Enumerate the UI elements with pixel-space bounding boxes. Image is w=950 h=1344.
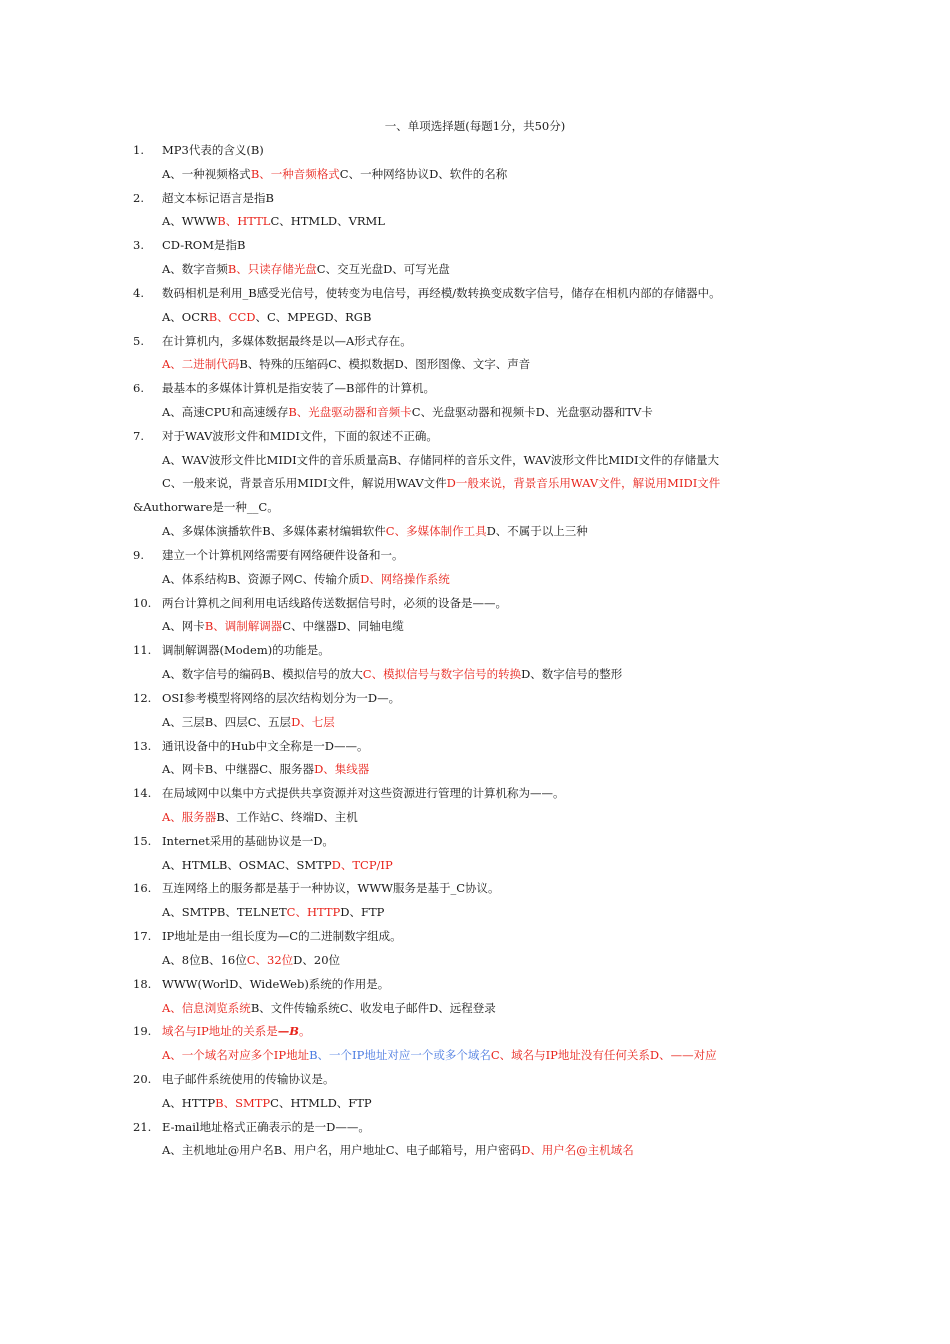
question-number: 12.	[133, 690, 152, 705]
option-line	[0, 214, 950, 236]
text-segment: A、HTMLB、OSMAC、SMTP	[162, 857, 332, 872]
question-text	[162, 596, 507, 610]
question-number: 5.	[133, 333, 144, 348]
highlighted-text: B、SMTP	[215, 1095, 271, 1110]
option-line	[0, 500, 950, 522]
text-segment: 数码相机是利用_B感受光信号，使转变为电信号，再经模/数转换变成数字信号，储存在相机内部的存储器中。	[162, 285, 721, 300]
question-line	[0, 286, 950, 308]
answer-options	[162, 476, 720, 490]
question-number: 17.	[133, 929, 152, 944]
question-number: 6.	[133, 381, 144, 396]
text-segment: A、数字信号的编码B、模拟信号的放大	[162, 667, 363, 682]
highlighted-text: B、HTTL	[217, 214, 271, 229]
option-line	[0, 167, 950, 189]
text-segment: A、SMTPB、TELNET	[162, 905, 287, 920]
question-line	[0, 643, 950, 665]
option-line	[0, 310, 950, 332]
question-text	[162, 334, 412, 348]
section-title: 一、单项选择题(每题1分，共50分)	[384, 119, 566, 133]
option-line	[0, 1001, 950, 1023]
text-segment: A、体系结构B、资源子网C、传输介质	[162, 571, 361, 586]
highlighted-text: B、只读存储光盘	[227, 262, 317, 277]
text-segment: E-mail地址格式正确表示的是一D——。	[162, 1119, 370, 1134]
text-segment: A、多媒体演播软件B、多媒体素材编辑软件	[162, 524, 386, 539]
text-segment: Internet采用的基础协议是一D。	[162, 833, 334, 848]
question-line	[0, 1120, 950, 1142]
text-segment: B、文件传输系统C、收发电子邮件D、远程登录	[250, 1000, 496, 1015]
highlighted-text: A、一个域名对应多个IP地址	[162, 1048, 310, 1063]
option-line	[0, 953, 950, 975]
option-line	[0, 619, 950, 641]
highlighted-text: B、调制解调器	[204, 619, 283, 634]
answer-options	[162, 810, 358, 824]
text-segment: C、一种网络协议D、软件的名称	[339, 166, 508, 181]
question-text	[162, 977, 389, 991]
text-segment: C、HTMLD、FTP	[270, 1095, 372, 1110]
highlighted-text: B、光盘驱动器和音频卡	[288, 405, 412, 420]
question-text	[162, 1024, 311, 1038]
answer-options	[162, 357, 530, 371]
text-segment: A、HTTP	[162, 1095, 216, 1110]
highlighted-text: D、用户名@主机域名	[521, 1143, 634, 1158]
text-segment: B、工作站C、终端D、主机	[216, 809, 358, 824]
text-segment: D、不属于以上三种	[486, 524, 588, 539]
text-segment: 建立一个计算机网络需要有网络硬件设备和一。	[162, 547, 404, 562]
answer-options	[162, 858, 393, 872]
highlighted-text: A、二进制代码	[162, 357, 240, 372]
highlighted-text: 域名与IP地址的关系是	[162, 1024, 278, 1039]
question-text	[162, 191, 274, 205]
question-number: 20.	[133, 1071, 152, 1086]
question-line	[0, 977, 950, 999]
text-segment: A、一种视频格式	[162, 166, 251, 181]
question-text	[162, 143, 264, 157]
question-line	[0, 191, 950, 213]
option-line	[0, 667, 950, 689]
question-line	[0, 786, 950, 808]
question-line	[0, 929, 950, 951]
question-number: 15.	[133, 833, 152, 848]
text-segment: 、C、MPEGD、RGB	[255, 309, 372, 324]
answer-options	[162, 262, 450, 276]
text-segment: 两台计算机之间利用电话线路传送数据信号时，必须的设备是——。	[162, 595, 507, 610]
option-line	[0, 262, 950, 284]
answer-options	[162, 762, 369, 776]
question-line	[0, 429, 950, 451]
question-line	[0, 334, 950, 356]
text-segment: A、网卡B、中继器C、服务器	[162, 762, 315, 777]
answer-options	[162, 1048, 717, 1062]
question-text	[162, 691, 400, 705]
question-text	[162, 881, 500, 895]
question-number: 10.	[133, 595, 152, 610]
text-segment: 对于WAV波形文件和MIDI文件，下面的叙述不正确。	[162, 428, 438, 443]
highlighted-text: D、集线器	[314, 762, 370, 777]
answer-options	[162, 1096, 372, 1110]
question-number: 13.	[133, 738, 152, 753]
question-number: 21.	[133, 1119, 152, 1134]
highlighted-text: C、模拟信号与数字信号的转换	[362, 667, 522, 682]
question-text	[162, 929, 402, 943]
question-text	[162, 548, 404, 562]
question-line	[0, 381, 950, 403]
highlighted-text: D一般来说，背景音乐用WAV文件，解说用MIDI文件	[446, 476, 721, 491]
question-text	[162, 643, 330, 657]
option-line	[0, 1048, 950, 1070]
answer-options	[162, 715, 335, 729]
question-line	[0, 834, 950, 856]
text-segment: MP3代表的含义(B)	[162, 143, 264, 157]
highlighted-text: 。	[299, 1024, 311, 1039]
question-number: 4.	[133, 285, 144, 300]
question-line	[0, 1024, 950, 1046]
question-line	[0, 238, 950, 260]
text-segment: D、20位	[293, 952, 341, 967]
highlighted-text: —B	[277, 1024, 300, 1039]
question-number: 9.	[133, 547, 144, 562]
option-line	[0, 357, 950, 379]
highlighted-text: D、七层	[291, 714, 335, 729]
highlighted-text: B、一种音频格式	[250, 166, 340, 181]
text-segment: A、WWW	[162, 214, 218, 229]
option-line	[0, 405, 950, 427]
text-segment: D、FTP	[340, 905, 385, 920]
text-segment: 在局域网中以集中方式提供共享资源并对这些资源进行管理的计算机称为——。	[162, 786, 565, 801]
question-line	[0, 548, 950, 570]
question-number: 18.	[133, 976, 152, 991]
text-segment: 调制解调器(Modem)的功能是。	[162, 643, 330, 658]
text-segment: C、交互光盘D、可写光盘	[316, 262, 450, 277]
highlighted-text: C、多媒体制作工具	[385, 524, 487, 539]
text-segment: 互连网络上的服务都是基于一种协议，WWW服务是基于_C协议。	[162, 881, 500, 896]
text-segment: B、特殊的压缩码C、模拟数据D、图形图像、文字、声音	[239, 357, 531, 372]
option-line	[0, 524, 950, 546]
question-number: 11.	[133, 643, 152, 658]
question-line	[0, 739, 950, 761]
question-number: 7.	[133, 428, 144, 443]
highlighted-text: C、域名与IP地址没有任何关系D、——对应	[490, 1048, 717, 1063]
answer-options	[162, 905, 384, 919]
text-segment: C、HTMLD、VRML	[270, 214, 385, 229]
answer-options	[133, 500, 279, 514]
option-line	[0, 858, 950, 880]
question-text	[162, 1120, 370, 1134]
text-segment: OSI参考模型将网络的层次结构划分为一D—。	[162, 690, 401, 705]
text-segment: CD-ROM是指B	[162, 238, 246, 253]
question-number: 16.	[133, 881, 152, 896]
text-segment: &Authorware是一种__C。	[133, 500, 279, 515]
question-text	[162, 381, 435, 395]
text-segment: C、中继器D、同轴电缆	[282, 619, 404, 634]
highlighted-text: B、CCD	[208, 309, 256, 324]
highlighted-text: C、HTTP	[286, 905, 341, 920]
question-text	[162, 1072, 335, 1086]
option-line	[0, 1096, 950, 1118]
option-line	[0, 715, 950, 737]
highlighted-text: D、网络操作系统	[360, 571, 450, 586]
text-segment: C、一般来说，背景音乐用MIDI文件，解说用WAV文件	[162, 476, 447, 491]
question-text	[162, 238, 245, 252]
text-segment: 最基本的多媒体计算机是指安装了—B部件的计算机。	[162, 381, 435, 396]
highlighted-text: D、TCP/IP	[331, 857, 393, 872]
question-text	[162, 286, 721, 300]
question-number: 14.	[133, 786, 152, 801]
question-number: 1.	[133, 143, 144, 157]
highlighted-text: A、信息浏览系统	[162, 1000, 251, 1015]
text-segment: 在计算机内，多媒体数据最终是以—A形式存在。	[162, 333, 412, 348]
answer-options	[162, 667, 622, 681]
highlighted-text: A、服务器	[162, 809, 217, 824]
answer-options	[162, 453, 719, 467]
question-number: 19.	[133, 1024, 152, 1039]
highlighted-text: B、一个IP地址对应一个或多个域名	[309, 1048, 491, 1063]
text-segment: A、8位B、16位	[162, 952, 247, 967]
text-segment: WWW(WorlD、WideWeb)系统的作用是。	[162, 976, 390, 991]
text-segment: 超文本标记语言是指B	[162, 190, 274, 205]
option-line	[0, 476, 950, 498]
answer-options	[162, 572, 450, 586]
text-segment: 电子邮件系统使用的传输协议是。	[162, 1071, 335, 1086]
text-segment: A、三层B、四层C、五层	[162, 714, 292, 729]
answer-options	[162, 1001, 496, 1015]
highlighted-text: C、32位	[246, 952, 294, 967]
text-segment: A、网卡	[162, 619, 205, 634]
answer-options	[162, 214, 385, 228]
answer-options	[162, 310, 371, 324]
answer-options	[162, 953, 340, 967]
question-line	[0, 691, 950, 713]
text-segment: A、高速CPU和高速缓存	[162, 405, 289, 420]
text-segment: A、主机地址@用户名B、用户名，用户地址C、电子邮箱号，用户密码	[162, 1143, 522, 1158]
question-line	[0, 143, 950, 165]
option-line	[0, 762, 950, 784]
answer-options	[162, 524, 588, 538]
question-line	[0, 1072, 950, 1094]
text-segment: D、数字信号的整形	[521, 667, 623, 682]
answer-options	[162, 167, 507, 181]
text-segment: A、OCR	[162, 309, 209, 324]
question-text	[162, 786, 565, 800]
question-number: 3.	[133, 238, 144, 253]
text-segment: 通讯设备中的Hub中文全称是一D——。	[162, 738, 369, 753]
question-line	[0, 881, 950, 903]
option-line	[0, 1143, 950, 1165]
question-text	[162, 834, 334, 848]
text-segment: A、WAV波形文件比MIDI文件的音乐质量高B、存储同样的音乐文件，WAV波形文件比MIDI文件的存储量大	[162, 452, 719, 467]
answer-options	[162, 1143, 634, 1157]
question-number: 2.	[133, 190, 144, 205]
question-text	[162, 739, 369, 753]
question-line	[0, 596, 950, 618]
text-segment: A、数字音频	[162, 262, 228, 277]
option-line	[0, 905, 950, 927]
option-line	[0, 453, 950, 475]
text-segment: C、光盘驱动器和视频卡D、光盘驱动器和TV卡	[411, 405, 653, 420]
question-text	[162, 429, 438, 443]
option-line	[0, 810, 950, 832]
answer-options	[162, 619, 404, 633]
option-line	[0, 572, 950, 594]
answer-options	[162, 405, 653, 419]
text-segment: IP地址是由一组长度为—C的二进制数字组成。	[162, 929, 402, 944]
